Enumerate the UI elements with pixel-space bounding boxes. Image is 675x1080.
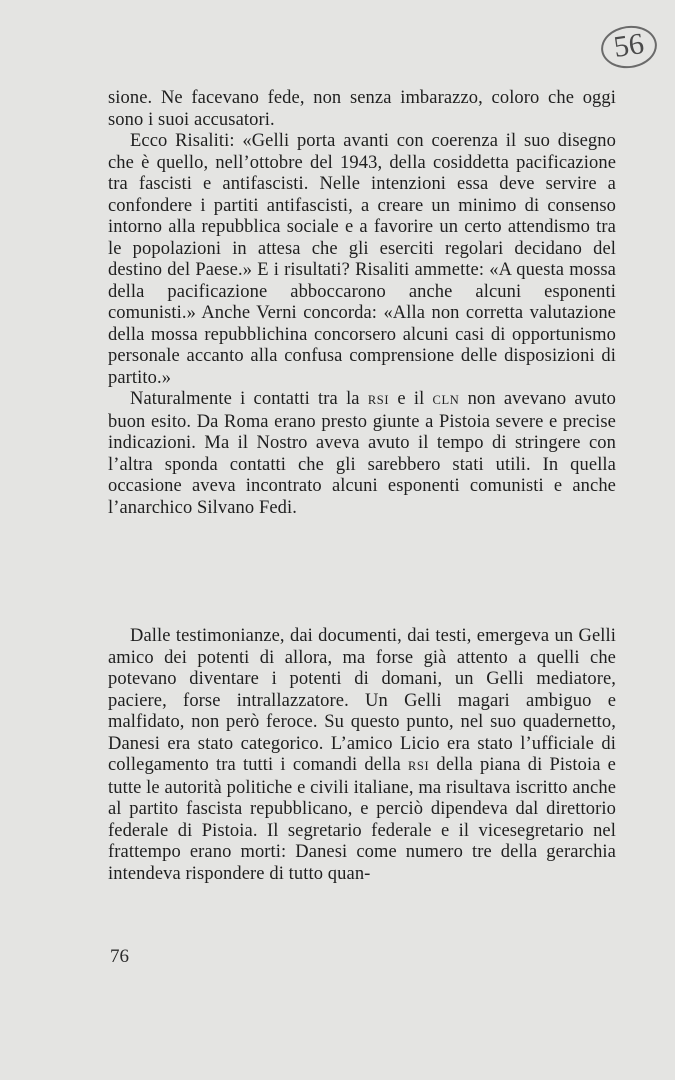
paragraph-testimonies	[108, 626, 616, 885]
text-block-upper	[108, 88, 616, 519]
text-run: non avevano avuto buon esito. Da Roma erano presto giunte a Pistoia severe e precise indicazioni. Ma il Nostro aveva avuto il tempo di stringere con l’altra sponda contatti che gli sarebbero stati utili. In quella occasione aveva incontrato alcuni esponenti comunisti e anche l’anarchico Silvano Fedi.	[108, 389, 616, 518]
abbr-cln: CLN	[432, 393, 460, 407]
text-run: della piana di Pistoia e tutte le autorità politiche e civili italiane, ma risultava iscritto anche al partito fascista repubblicano, e perciò dipendeva dal direttorio federale di Pistoia. Il segretario federale e il vicesegretario nel frattempo erano morti: Danesi come numero tre della gerarchia intendeva rispondere di tutto quan-	[108, 755, 616, 884]
text-run: e il	[389, 389, 433, 409]
page-number: 76	[110, 946, 129, 967]
text-run: Dalle testimonianze, dai documenti, dai testi, emergeva un Gelli amico dei potenti di allora, ma forse già attento a quelli che potevano diventare i potenti di domani, un Gelli mediatore, paciere, forse intrallazzatore. Un Gelli magari ambiguo e malfidato, non però feroce. Su questo punto, nel suo quadernetto, Danesi era stato categorico. L’amico Licio era stato l’ufficiale di collegamento tra tutti i comandi della	[108, 626, 616, 775]
abbr-rsi: RSI	[407, 759, 430, 773]
paragraph-contacts	[108, 389, 616, 519]
paragraph-continuation: sione. Ne facevano fede, non senza imbarazzo, coloro che oggi sono i suoi accusatori.	[108, 88, 616, 130]
handwritten-page-mark: 56	[598, 22, 659, 71]
abbr-rsi: RSI	[367, 393, 390, 407]
text-run: Naturalmente i contatti tra la	[130, 389, 368, 409]
text-block-lower	[108, 626, 616, 885]
paragraph-risaliti-quote: Ecco Risaliti: «Gelli porta avanti con coerenza il suo disegno che è quello, nell’ottobre del 1943, della cosiddetta pacificazione tra fascisti e antifascisti. Nelle intenzioni essa deve servire a confondere i partiti antifascisti, a creare un minimo di consenso intorno alla repubblica sociale e a favorire un certo attendismo tra le popolazioni in attesa che gli eserciti regolari decidano del destino del Paese.» E i risultati? Risaliti ammette: «A questa mossa della pacificazione abboccarono anche alcuni esponenti comunisti.» Anche Verni concorda: «Alla non corretta valutazione della mossa repubblichina concorsero alcuni casi di opportunismo personale accanto alla confusa comprensione delle disposizioni di partito.»	[108, 131, 616, 388]
